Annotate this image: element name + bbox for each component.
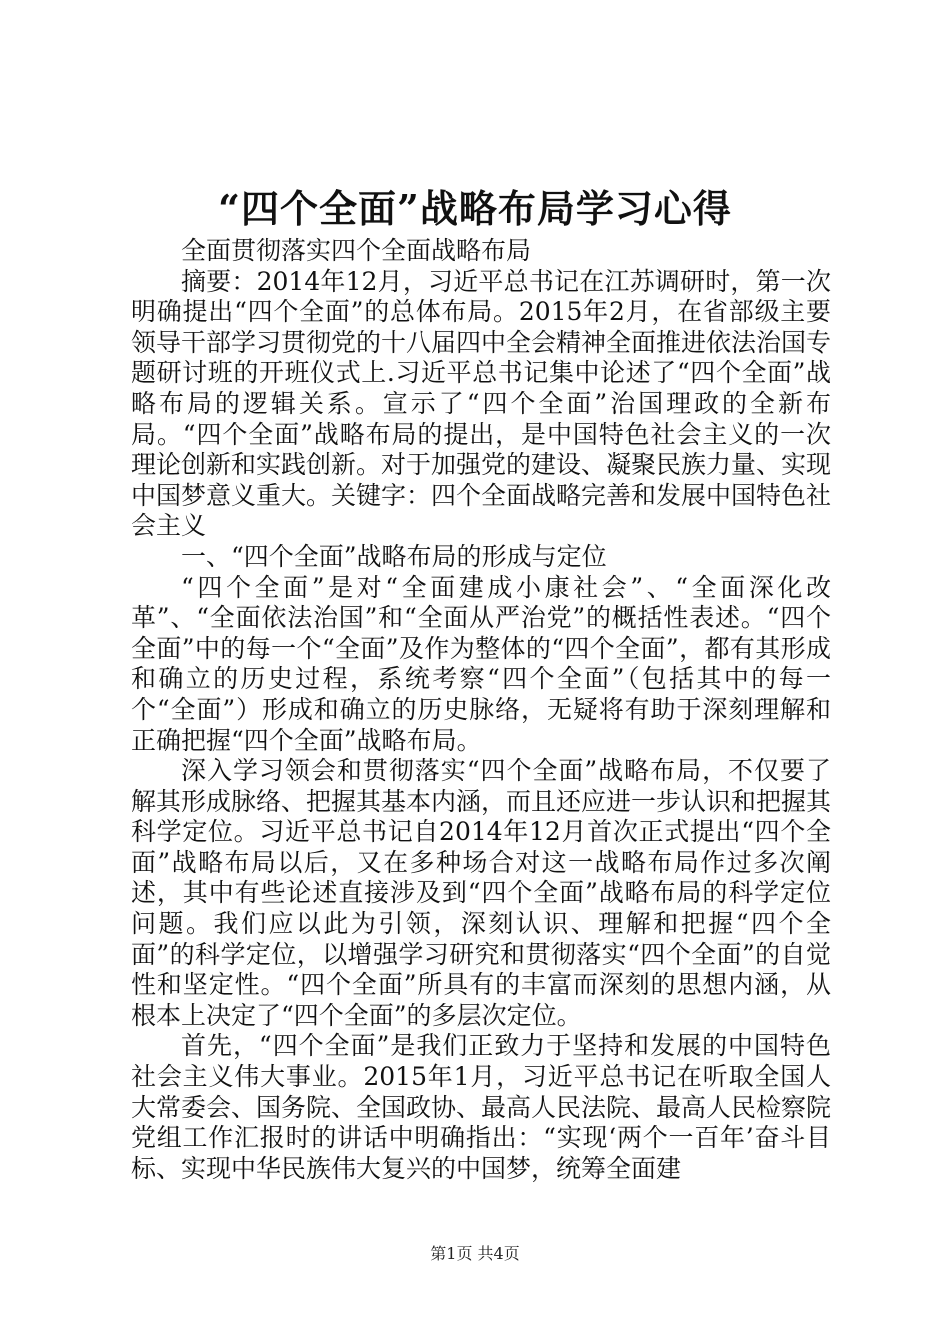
document-title: “四个全面”战略布局学习心得 — [218, 186, 732, 231]
paragraph: 深入学习领会和贯彻落实“四个全面”战略布局，不仅要了解其形成脉络、把握其基本内涵，而且还应进一步认识和把握其科学定位。习近平总书记自2014年12月首次正式提出“四个全面”战略布局以后，又在多种场合对这一战略布局作过多次阐述，其中有些论述直接涉及到“四个全面”战略布局的科学定位问题。我们应以此为引领，深刻认识、理解和把握“四个全面”的科学定位，以增强学习研究和贯彻落实“四个全面”的自觉性和坚定性。“四个全面”所具有的丰富而深刻的思想内涵，从根本上决定了“四个全面”的多层次定位。 — [131, 756, 832, 1030]
paragraph-abstract: 摘要：2014年12月，习近平总书记在江苏调研时，第一次明确提出“四个全面”的总体布局。2015年2月，在省部级主要领导干部学习贯彻党的十八届四中全会精神全面推进依法治国专题研讨班的开班仪式上.习近平总书记集中论述了“四个全面”战略布局的逻辑关系。宣示了“四个全面”治国理政的全新布局。“四个全面”战略布局的提出，是中国特色社会主义的一次理论创新和实践创新。对于加强党的建设、凝聚民族力量、实现中国梦意义重大。关键字：四个全面战略完善和发展中国特色社会主义 — [131, 266, 832, 541]
document-body — [131, 236, 831, 1184]
paragraph: “四个全面”是对“全面建成小康社会”、“全面深化改革”、“全面依法治国”和“全面从严治党”的概括性表述。“四个全面”中的每一个“全面”及作为整体的“四个全面”，都有其形成和确立的历史过程，系统考察“四个全面”（包括其中的每一个“全面”）形成和确立的历史脉络，无疑将有助于深刻理解和正确把握“四个全面”战略布局。 — [131, 572, 831, 755]
section-heading: 一、“四个全面”战略布局的形成与定位 — [181, 541, 607, 571]
page-footer: 第1页 共4页 — [430, 1244, 520, 1263]
paragraph-subtitle: 全面贯彻落实四个全面战略布局 — [181, 236, 532, 265]
paragraph: 首先，“四个全面”是我们正致力于坚持和发展的中国特色社会主义伟大事业。2015年1月，习近平总书记在听取全国人大常委会、国务院、全国政协、最高人民法院、最高人民检察院党组工作汇报时的讲话中明确指出：“实现‘两个一百年’奋斗目标、实现中华民族伟大复兴的中国梦，统筹全面建 — [131, 1031, 832, 1183]
